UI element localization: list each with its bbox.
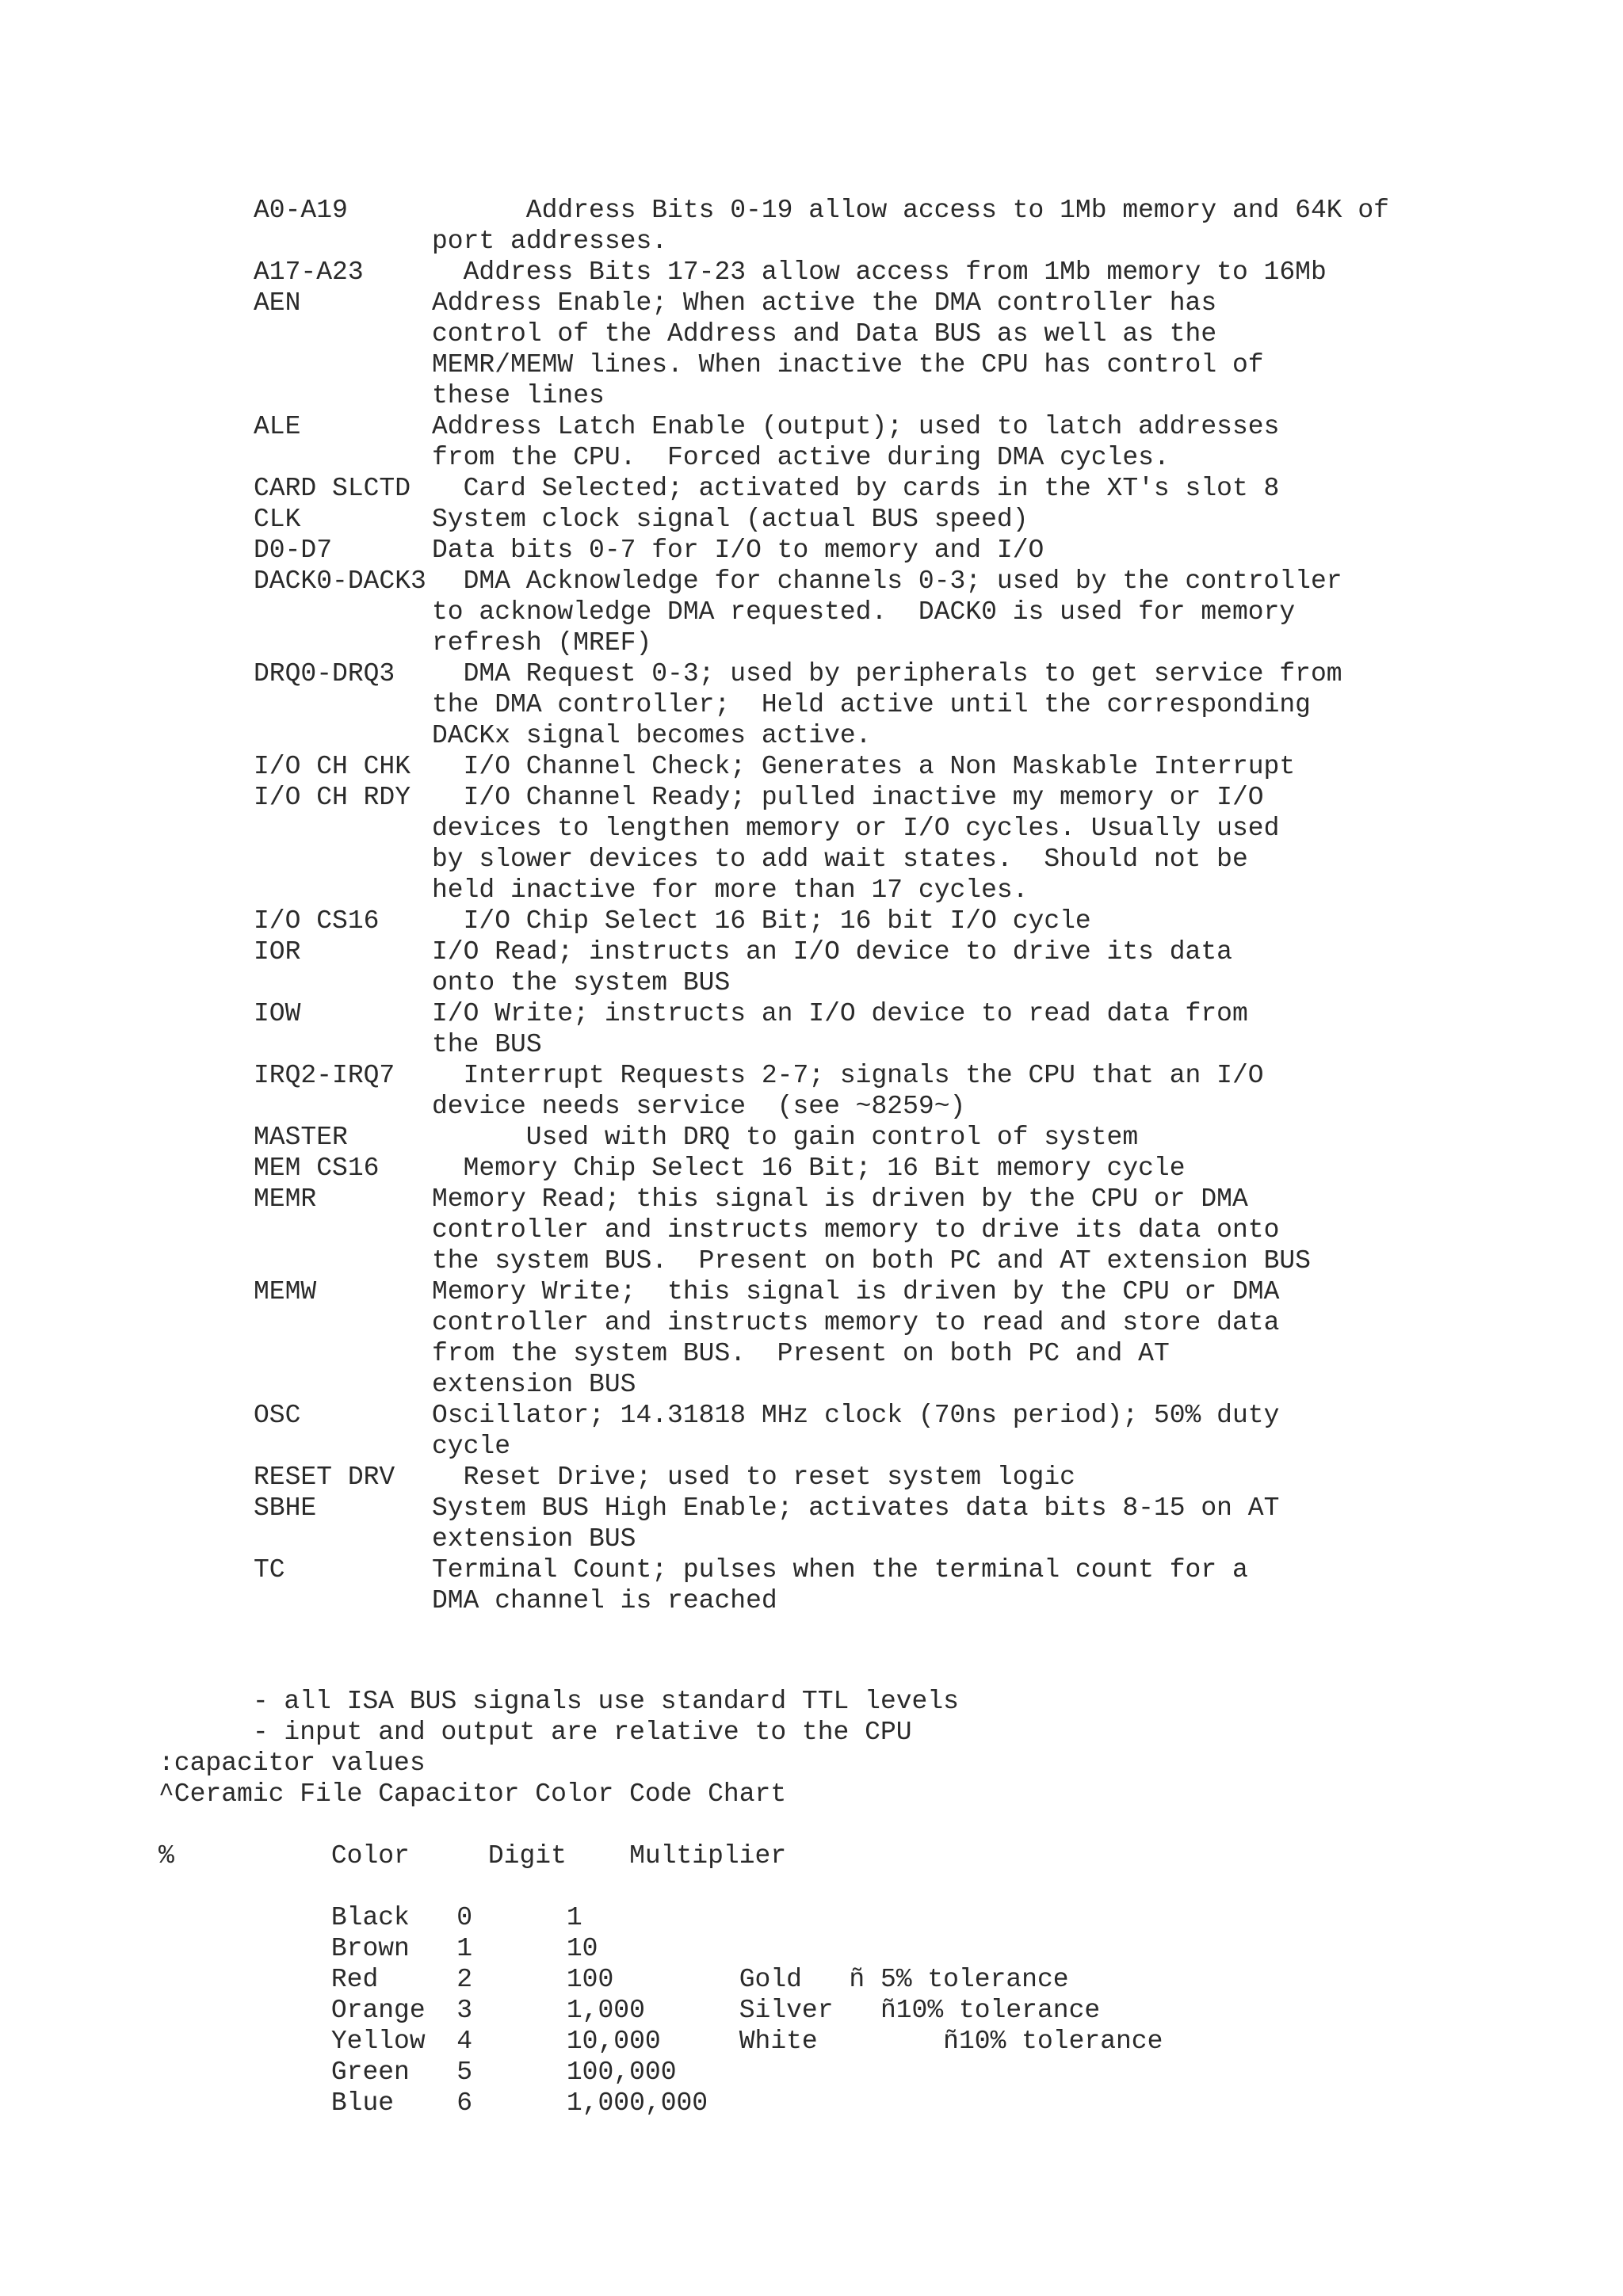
signal-description-line: DMA Request 0-3; used by peripherals to get service from: [463, 659, 1342, 688]
signal-description-line: port addresses.: [432, 227, 668, 256]
signal-name: CLK: [254, 505, 301, 534]
signal-description-line: Address Bits 0-19 allow access to 1Mb memory and 64K of: [525, 196, 1389, 225]
signal-name: TC: [254, 1555, 285, 1585]
signal-description-line: from the CPU. Forced active during DMA cycles.: [432, 443, 1170, 472]
signal-description-line: System clock signal (actual BUS speed): [432, 505, 1029, 534]
signal-description-line: Address Bits 17-23 allow access from 1Mb memory to 16Mb: [463, 257, 1327, 287]
signal-name: MEMW: [254, 1277, 317, 1306]
note-ttl-levels: - all ISA BUS signals use standard TTL levels: [158, 1687, 959, 1716]
signal-description-line: these lines: [432, 381, 605, 410]
signal-name: SBHE: [254, 1493, 317, 1523]
signal-name: OSC: [254, 1401, 301, 1430]
signal-description-line: held inactive for more than 17 cycles.: [432, 875, 1029, 905]
color-code-table: [158, 1840, 1585, 2142]
signal-description-line: Memory Chip Select 16 Bit; 16 Bit memory cycle: [463, 1154, 1186, 1183]
signal-name: IOW: [254, 999, 301, 1028]
signal-name: AEN: [254, 288, 301, 318]
signal-description-line: onto the system BUS: [432, 968, 731, 997]
signal-description-line: extension BUS: [432, 1524, 636, 1554]
signal-name: D0-D7: [254, 536, 333, 565]
signal-description-line: by slower devices to add wait states. Should not be: [432, 845, 1248, 874]
table-row: Black 0 1: [158, 1903, 582, 1932]
table-row: Green 5 100,000: [158, 2058, 677, 2087]
signal-description-line: refresh (MREF): [432, 628, 652, 658]
signal-name: A17-A23: [254, 257, 364, 287]
signal-description-line: Terminal Count; pulses when the terminal count for a: [432, 1555, 1248, 1585]
notes-block: [158, 1686, 1585, 1813]
signal-name: CARD SLCTD: [254, 474, 411, 503]
signal-description-line: the DMA controller; Held active until the corresponding: [432, 690, 1311, 719]
signal-description-line: Interrupt Requests 2-7; signals the CPU that an I/O: [463, 1061, 1264, 1090]
signal-description-line: control of the Address and Data BUS as well as the: [432, 319, 1217, 349]
signal-description-line: DMA Acknowledge for channels 0-3; used by the controller: [463, 566, 1342, 596]
table-row: Brown 1 10: [158, 1934, 598, 1963]
chart-title: ^Ceramic File Capacitor Color Code Chart: [158, 1779, 787, 1809]
signal-name: I/O CH CHK: [254, 752, 411, 781]
signal-name: RESET DRV: [254, 1463, 395, 1492]
signal-description-line: devices to lengthen memory or I/O cycles. Usually used: [432, 814, 1280, 843]
signal-description-line: Reset Drive; used to reset system logic: [463, 1463, 1075, 1492]
table-header: % Color Digit Multiplier: [158, 1841, 787, 1871]
signal-description-line: Oscillator; 14.31818 MHz clock (70ns period); 50% duty: [432, 1401, 1280, 1430]
signal-description-line: DMA channel is reached: [432, 1586, 777, 1615]
signal-description-line: I/O Read; instructs an I/O device to drive its data: [432, 937, 1232, 967]
signal-name: DRQ0-DRQ3: [254, 659, 395, 688]
signal-description-line: the system BUS. Present on both PC and AT extension BUS: [432, 1246, 1311, 1276]
signal-name: MEM CS16: [254, 1154, 380, 1183]
signal-description-line: controller and instructs memory to read and store data: [432, 1308, 1280, 1337]
table-row: Orange 3 1,000 Silver ñ10% tolerance: [158, 1996, 1101, 2025]
signal-description-line: System BUS High Enable; activates data bits 8-15 on AT: [432, 1493, 1280, 1523]
signal-description-line: I/O Chip Select 16 Bit; 16 bit I/O cycle: [463, 906, 1091, 936]
signal-description-line: Card Selected; activated by cards in the XT's slot 8: [463, 474, 1280, 503]
signal-description-line: DACKx signal becomes active.: [432, 721, 872, 750]
signal-description-line: Address Latch Enable (output); used to latch addresses: [432, 412, 1280, 441]
signal-name: MEMR: [254, 1184, 317, 1214]
signal-description-line: Used with DRQ to gain control of system: [525, 1123, 1139, 1152]
signal-description-line: controller and instructs memory to drive its data onto: [432, 1215, 1280, 1245]
signal-description-line: device needs service (see ~8259~): [432, 1092, 966, 1121]
signal-description-line: I/O Write; instructs an I/O device to read data from: [432, 999, 1248, 1028]
signal-description-line: cycle: [432, 1432, 511, 1461]
signal-description-line: MEMR/MEMW lines. When inactive the CPU has control of: [432, 350, 1264, 379]
signal-description-line: to acknowledge DMA requested. DACK0 is used for memory: [432, 597, 1296, 627]
signal-name: I/O CS16: [254, 906, 380, 936]
signal-name: A0-A19: [254, 196, 348, 225]
signal-name: IRQ2-IRQ7: [254, 1061, 395, 1090]
signal-name: DACK0-DACK3: [254, 566, 426, 596]
signal-description-line: I/O Channel Ready; pulled inactive my memory or I/O: [463, 783, 1264, 812]
signal-description-line: Data bits 0-7 for I/O to memory and I/O: [432, 536, 1044, 565]
table-row: Red 2 100 Gold ñ 5% tolerance: [158, 1965, 1069, 1994]
signal-definition-list: [254, 195, 1601, 1645]
signal-description-line: extension BUS: [432, 1370, 636, 1399]
note-input-output: - input and output are relative to the CPU: [158, 1718, 912, 1747]
signal-name: ALE: [254, 412, 301, 441]
signal-description-line: Memory Read; this signal is driven by the CPU or DMA: [432, 1184, 1248, 1214]
signal-name: IOR: [254, 937, 301, 967]
signal-description-line: Address Enable; When active the DMA controller has: [432, 288, 1217, 318]
signal-name: MASTER: [254, 1123, 348, 1152]
signal-description-line: from the system BUS. Present on both PC and AT: [432, 1339, 1170, 1368]
signal-description-line: the BUS: [432, 1030, 542, 1059]
table-row: Blue 6 1,000,000: [158, 2088, 708, 2118]
signal-description-line: Memory Write; this signal is driven by the CPU or DMA: [432, 1277, 1280, 1306]
section-label-capacitor-values: :capacitor values: [158, 1749, 426, 1778]
signal-description-line: I/O Channel Check; Generates a Non Maskable Interrupt: [463, 752, 1296, 781]
table-row: Yellow 4 10,000 White ñ10% tolerance: [158, 2027, 1163, 2056]
signal-name: I/O CH RDY: [254, 783, 411, 812]
